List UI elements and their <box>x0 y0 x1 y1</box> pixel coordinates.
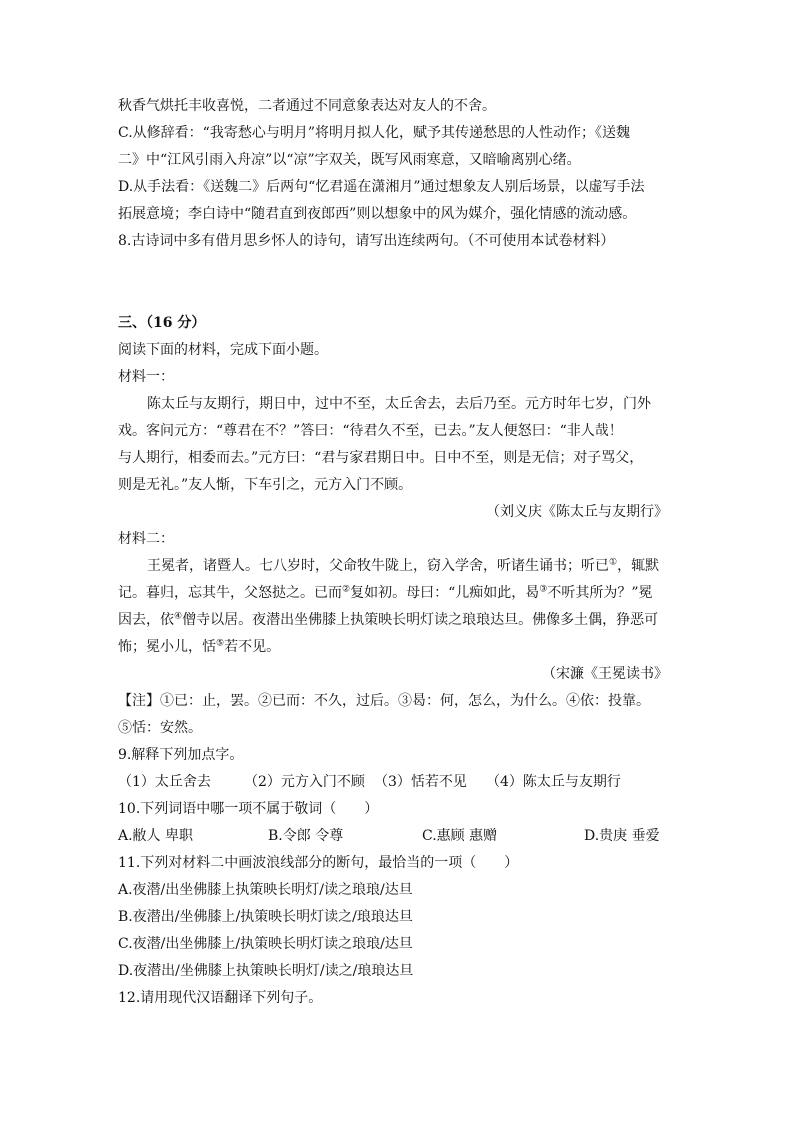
q9-item: （4）陈太丘与友期行 <box>486 774 621 790</box>
question-11: 11.下列对材料二中画波浪线部分的断句，最恰当的一项（ ） <box>118 855 519 871</box>
passage-text: 复如初。母曰：“儿痴如此，曷 <box>350 585 540 601</box>
option-d-line: D.从手法看：《送魏二》后两句“忆君遥在潇湘月”通过想象友人别后场景，以虚写手法 <box>118 179 645 195</box>
footnote-marker: ④ <box>174 611 183 622</box>
source-citation: （宋濂《王冕读书》 <box>542 666 668 682</box>
q11-option-b: B.夜潜出/坐佛膝上/执策映长明灯读之/琅琅达旦 <box>118 909 413 925</box>
material-two-label: 材料二： <box>118 531 174 547</box>
q10-option-c: C.惠顾 惠赠 <box>422 828 498 844</box>
q9-item: （1）太丘舍去 <box>118 774 211 790</box>
q10-option-a: A.敝人 卑职 <box>118 828 194 844</box>
passage-text: 不听其所为？”冕 <box>547 585 653 601</box>
question-10-options <box>118 826 678 846</box>
notes-line: 【注】①已：止，罢。②已而：不久，过后。③曷：何，怎么，为什么。④依：投靠。 <box>118 693 650 709</box>
text-line: 拓展意境；李白诗中“随君直到夜郎西”则以想象中的风为媒介，强化情感的流动感。 <box>118 206 637 222</box>
notes-line: ⑤恬：安然。 <box>118 720 202 736</box>
question-8: 8.古诗词中多有借月思乡怀人的诗句，请写出连续两句。（不可使用本试卷材料） <box>118 233 615 249</box>
passage-line: 陈太丘与友期行，期日中，过中不至，太丘舍去，去后乃至。元方时年七岁，门外 <box>147 396 651 412</box>
option-c-line: C.从修辞看：“我寄愁心与明月”将明月拟人化，赋予其传递愁思的人性动作；《送魏 <box>118 125 630 141</box>
passage-line <box>118 583 653 603</box>
question-10: 10.下列词语中哪一项不属于敬词（ ） <box>118 801 379 817</box>
passage-line <box>147 556 659 576</box>
footnote-marker: ⑤ <box>216 638 225 649</box>
passage-line: 与人期行，相委而去。”元方曰：“君与家君期日中。日中不至，则是无信；对子骂父， <box>118 450 644 466</box>
footnote-marker: ③ <box>539 584 548 595</box>
question-12: 12.请用现代汉语翻译下列句子。 <box>118 990 323 1006</box>
passage-text: 怖；冕小儿，恬 <box>118 639 216 655</box>
question-9: 9.解释下列加点字。 <box>118 747 244 763</box>
passage-text: 若不见。 <box>224 639 281 655</box>
text-line: 二》中“江风引雨入舟凉”以“凉”字双关，既写风雨寒意，又暗喻离别心绪。 <box>118 152 581 168</box>
text-line: 秋香气烘托丰收喜悦，二者通过不同意象表达对友人的不舍。 <box>118 98 496 114</box>
q9-item: （2）元方入门不顾 <box>244 774 365 790</box>
passage-text: 因去，依 <box>118 612 174 628</box>
instruction-text: 阅读下面的材料，完成下面小题。 <box>118 342 328 358</box>
passage-text: 僧寺以居。夜潜出坐佛膝上执策映长明灯读之琅琅达旦。佛像多土偶，狰恶可 <box>182 612 659 628</box>
source-citation: （刘义庆《陈太丘与友期行》 <box>486 504 668 520</box>
passage-line: 戏。客问元方：“尊君在不？”答曰：“待君久不至，已去。”友人便怒曰：“非人哉！ <box>118 423 623 439</box>
footnote-marker: ① <box>609 557 618 568</box>
passage-text: ，辄默 <box>617 558 660 574</box>
material-one-label: 材料一： <box>118 369 174 385</box>
q11-option-d: D.夜潜出/坐佛膝上执策映长明灯/读之/琅琅达旦 <box>118 963 414 979</box>
q10-option-b: B.令郎 令尊 <box>268 828 344 844</box>
q9-item: （3）恬若不见 <box>374 774 467 790</box>
passage-line: 则是无礼。”友人惭，下车引之，元方入门不顾。 <box>118 477 413 493</box>
footnote-marker: ② <box>342 584 351 595</box>
question-9-items <box>118 772 678 792</box>
q10-option-d: D.贵庚 垂爱 <box>584 828 660 844</box>
q11-option-c: C.夜潜/出坐佛膝上/执策映长明灯读之琅琅/达旦 <box>118 936 413 952</box>
passage-text: 记。暮归，忘其牛，父怒挞之。已而 <box>118 585 342 601</box>
q11-option-a: A.夜潜/出坐佛膝上执策映长明灯/读之琅琅/达旦 <box>118 882 413 898</box>
section-heading: 三、（16 分） <box>118 315 206 331</box>
passage-text: 王冕者，诸暨人。七八岁时，父命牧牛陇上，窃入学舍，听诸生诵书；听已 <box>147 558 609 574</box>
passage-line <box>118 637 280 657</box>
passage-line <box>118 610 658 630</box>
